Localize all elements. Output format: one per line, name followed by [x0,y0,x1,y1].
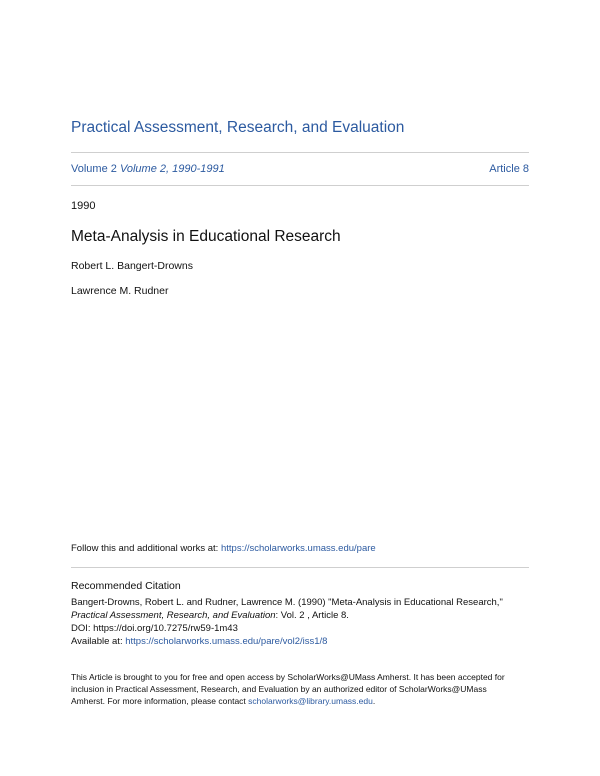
citation-available-line [71,635,531,648]
access-notice-line: inclusion in Practical Assessment, Research, and Evaluation by an authorized editor of ScholarWorks@UMass [71,684,487,694]
author-name: Lawrence M. Rudner [71,285,169,297]
volume-issue-link[interactable]: Volume 2, 1990-1991 [119,163,225,175]
citation-doi: DOI: https://doi.org/10.7275/rw59-1m43 [71,623,238,634]
access-notice-line: This Article is brought to you for free and open access by ScholarWorks@UMass Amherst. It has been accepted for [71,672,505,682]
available-label: Available at: [71,636,126,647]
divider-volume [71,185,529,186]
access-notice [71,671,531,707]
contact-end: . [372,696,376,706]
citation-journal-line [71,609,531,622]
article-title: Meta-Analysis in Educational Research [71,228,341,245]
follow-line [71,543,376,554]
follow-url-link[interactable]: https://scholarworks.umass.edu/pare [220,543,376,554]
access-notice-line [71,695,531,707]
divider-citation [71,567,529,568]
volume-link[interactable]: Volume 2 [71,163,117,175]
citation-line: Bangert-Drowns, Robert L. and Rudner, Lawrence M. (1990) "Meta-Analysis in Educational Research," [71,597,503,608]
available-url-link[interactable]: https://scholarworks.umass.edu/pare/vol2/iss1/8 [125,636,328,647]
contact-text: Amherst. For more information, please contact [71,696,249,706]
contact-email-link[interactable]: scholarworks@library.umass.edu [248,696,373,706]
recommended-citation-heading: Recommended Citation [71,580,181,592]
journal-title-link[interactable]: Practical Assessment, Research, and Evaluation [71,119,405,136]
article-number-link[interactable]: Article 8 [489,163,529,175]
citation-journal-name: Practical Assessment, Research, and Evaluation [71,610,276,621]
citation-volume-text: : Vol. 2 , Article 8. [275,610,349,621]
follow-text: Follow this and additional works at: [71,543,221,554]
volume-line [71,163,529,175]
divider-top [71,152,529,153]
publication-year: 1990 [71,200,96,212]
citation-block [71,596,531,648]
author-name: Robert L. Bangert-Drowns [71,260,193,272]
